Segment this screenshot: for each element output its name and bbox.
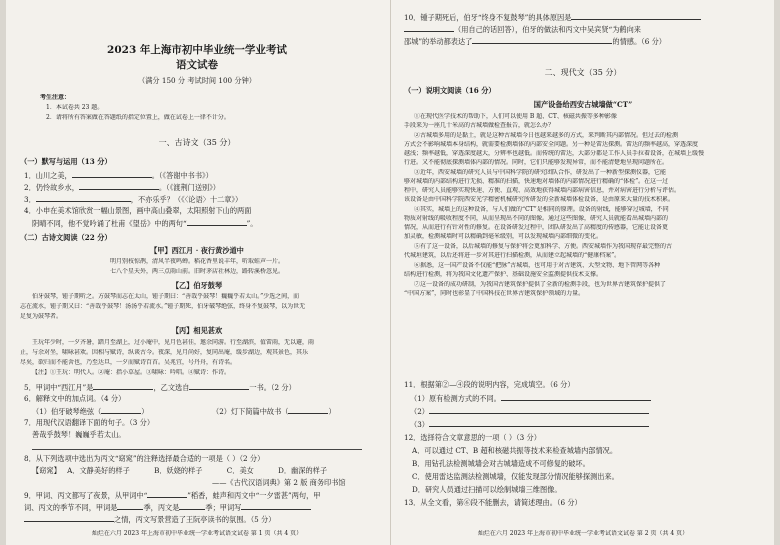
sec1-title: （一）默写与运用（13 分）: [20, 157, 112, 166]
q8-option-a: A．文静美好的样子: [67, 466, 130, 475]
sec2-title: （二）古诗文阅读（22 分）: [20, 233, 112, 242]
q8-option-d: D．幽深的样子: [278, 466, 328, 475]
bing-line: 止，与余对坐，啸咏甚欢。因相与赋诗，纵谈古今。夜深，见月尚好，复同出庵，缓步湖边，观其景色，其乐: [20, 349, 309, 356]
para: ⑥据悉，这一国产设备不仅能“把脉”古城墙，也可用于对古建筑、大型文物、地下管网等各种: [414, 262, 661, 269]
q4-line1: 4．小申在美术馆欣赏一幅山景图，画中高山叠翠，太阳照射下山的两面: [24, 206, 252, 215]
para: 程中，研究人员能够实现快速、方便、直观、高效地获得城墙内部病害信息，并对病害进行分析与评估。: [404, 187, 681, 194]
q9-line1: 9．甲词、丙文都写了夜景，从甲词中“ ”稻香，蛙声和丙文中“一夕雷甚”两句，甲: [24, 491, 321, 500]
q1: 1．山川之美， 。（《答谢中书书》）: [24, 171, 213, 180]
q8-option-c: C．美女: [226, 466, 254, 475]
q12-option-c: C．使用雷达监测法检测城墙，仅能发现部分情况能够探测出来。: [412, 472, 619, 481]
q10-line2: （用自己的话回答），伯牙的做法和丙文中吴宾贤“为鹤向来: [404, 24, 641, 34]
para: 行进。又不能彻底探测墙体内部的情况。同时，它们只能够发现异常，而不能清楚地呈现问题所在。: [404, 159, 669, 166]
para: 该设备是由中国科学院西安光学精密机械研究所研发的全新城墙体检设备，是由原来大量的技术积累。: [404, 196, 675, 203]
para: 手段来为一座几十米高的古城墙做检查报告，就怎么办？: [404, 122, 555, 129]
para: ④其实，城墙上的这种设备，与人们做的“CT”是相同的原理。设备的射线，能够穿过城墙，不同: [414, 206, 669, 213]
part1-title: 一、古诗文（35 分）: [158, 138, 236, 147]
q8-options: 【窈窕】 A．文静美好的样子 B．妖娆的样子 C．美女 D．幽深的样子: [32, 466, 328, 475]
jia-title: 【甲】西江月 · 夜行黄沙道中: [150, 246, 244, 255]
para: 够对城墙的内部结构进行无损、精准的扫描，快速地对墙体的内部情况进行精确的“体检”。在这一过: [404, 178, 669, 185]
q5: 5．甲词中“西江月”是 ，乙文选自 一书。（2 分）: [24, 383, 296, 392]
notice-item: 2．请将所有答案做在答题纸的指定位置上，做在试卷上一律不计分。: [46, 114, 230, 121]
para: 越浅；频率越低，穿透深度越大，分辨率也越低。而传统的雷达，大部分都是工作人员手拉着设备，在城墙上缓慢: [404, 150, 705, 157]
para: ①在现代医学技术的帮助下，人们可以使用 B 超、CT、核磁共振等多种影像: [414, 113, 617, 120]
q4-line2: 阴晴不同，他不觉吟诵了杜甫《望岳》中的两句“ ”。: [32, 219, 258, 228]
q10-line3: 邵城”的举动都表达了 的情感。（6 分）: [404, 37, 666, 46]
q6-1: （1）伯牙破琴绝弦（ ）: [32, 407, 149, 416]
sec-title: （一）说明文阅读（16 分）: [404, 86, 496, 95]
q9-line3: 之情，丙文写景营造了王阮亭读书的氛围。（5 分）: [24, 514, 275, 524]
notice-item: 1．本试卷共 23 题。: [46, 104, 104, 111]
q8: 8．从下列选项中选出为丙文“窈窕”的注释选择最合适的一项是（ ）（2 分）: [24, 454, 265, 463]
q2: 2．仍怜故乡水， 。（《渡荆门送别》）: [24, 183, 220, 192]
yi-title: 【乙】伯牙鼓琴: [171, 281, 223, 290]
bing-title: 【丙】相见甚欢: [171, 326, 223, 335]
q7: 7．用现代汉语翻译下面的句子。（3 分）: [24, 418, 155, 427]
yi-line: 伯牙鼓琴，锺子期听之。方鼓琴而志在太山，锺子期曰：“善哉乎鼓琴！巍巍乎若太山。”少选之间，而: [32, 293, 300, 300]
exam-subtitle: 语文试卷: [176, 59, 218, 71]
para: ⑦这一设备的成功研制，为我国古建筑保护提供了全新的检测手段，也为世界古建筑保护提供了: [414, 281, 667, 288]
yi-line: 足复为鼓琴者。: [20, 313, 63, 320]
yi-line: 志在流水，锺子期又曰：“善哉乎鼓琴！汤汤乎若流水。”锺子期死，伯牙破琴绝弦，终身不复鼓琴，以为世无: [20, 303, 306, 310]
q12-option-b: B．用钻孔法检测城墙会对古城墙造成不可修复的破坏。: [412, 459, 590, 468]
q12: 12．选择符合文章意思的一项（ ）（3 分）: [404, 433, 541, 442]
para: 结构进行检测，将为我国文化遗产保护、基础设施安全监测提供技术支撑。: [404, 271, 603, 278]
q11-2: （2）: [410, 406, 649, 416]
page-footer: 灿烂在六月 2023 年上海市初中毕业统一学业考试语文试卷 第 2 页（共 4 页）: [477, 530, 689, 537]
q3: 3． ，不亦乐乎？（《〈论语〉十二章》）: [24, 195, 243, 204]
page-2: [398, 0, 768, 545]
q7-sentence: 善哉乎鼓琴！巍巍乎若太山。: [32, 430, 126, 439]
para: 加灵敏，检测城墙时可以精确到毫米级别，可以发现城墙内部细微的变化。: [404, 233, 603, 240]
jia-line: 七八个星天外，两三点雨山前。旧时茅店社林边，路转溪桥忽见。: [109, 268, 284, 275]
para: 代城垣建筑，以后还将进一步对其进行扫描检测，从而建立起城墙的“健康档案”。: [404, 252, 621, 259]
q11-3: （3）: [410, 419, 649, 429]
q12-option-d: D．研究人员通过扫描可以绘制城墙三维图像。: [412, 485, 562, 494]
notice-heading: 考生注意：: [40, 94, 71, 101]
page-footer: 灿烂在六月 2023 年上海市初中毕业统一学业考试语文试卷 第 1 页（共 4 页）: [91, 530, 303, 537]
para: ③近年，西安城墙的研究人员与中国科学院的研究团队合作，研发出了一种新型探测仪器，它能: [414, 169, 667, 176]
answer-line: [32, 449, 362, 450]
para: 情况，从而进行有针对性的修复。在设备研发过程中，团队研发出了高精度的传感器，它能让设备更: [404, 224, 669, 231]
q6: 6．解释文中的加点词。（4 分）: [24, 394, 126, 403]
q11-1: （1）原有检测方式的不同。: [410, 393, 651, 403]
q6-2: （2）灯下简篇中故书（ ）: [212, 407, 336, 416]
q13: 13．从全文看，第⑥段不能删去，请简述理由。（6 分）: [404, 498, 582, 507]
para: 方式会不影响城墙本身结构，就需要检测墙体的内部安全问题。另一种是雷达探测。雷达的频率越高，穿透深度: [404, 141, 699, 148]
para: ②古城墙多用的是黏土，就是这种古城墙今日也越来越多的方式，来判断其内部情况。但过去的检测: [414, 132, 679, 139]
para: ⑤有了这一设备，以后城墙的修复与保护将会更加科学、方便。西安城墙作为我国现存最完整的古: [414, 243, 673, 250]
page-1: [12, 0, 382, 545]
q11: 11．根据第②—④段的说明内容，完成填空。（6 分）: [404, 380, 575, 389]
exam-meta: （满分 150 分 考试时间 100 分钟）: [138, 76, 256, 85]
q10-line1: 10．锺子期死后，伯牙“终身不复鼓琴”的具体原因是: [404, 12, 701, 22]
part2-title: 二、现代文（35 分）: [544, 68, 622, 77]
page-fold: [390, 0, 391, 545]
article-title: 国产设备给西安古城墙做“CT”: [533, 100, 633, 109]
exam-title: 2023 年上海市初中毕业统一学业考试: [107, 44, 287, 56]
bing-note: 【注】①王玩：明代人。②庵：指小草屋。③啸咏：吟唱。④赋诗：作诗。: [32, 369, 231, 376]
q12-option-a: A．可以通过 CT、B 超和核磁共振等技术来检查城墙内部情况。: [412, 446, 618, 455]
para: “中国方案”，同时也彰显了中国科技在世界古建筑保护领域的力量。: [404, 290, 585, 297]
exam-paper: [6, 0, 774, 545]
jia-line: 明月别枝惊鹊，清风半夜鸣蝉。稻花香里说丰年，听取蛙声一片。: [109, 258, 284, 265]
q9-line2: 词、丙文的季节不同，甲词是 季，丙文是 季；甲词写: [24, 502, 311, 512]
q8-source: ——《古代汉语词典》第 2 版 商务印书馆: [212, 478, 346, 487]
bing-line: 尽矣，欲归而不能舍也，乃至达旦，一夕而赋诗百首。吴兆宜，号丹舟，有诗名。: [20, 359, 237, 366]
bing-line: 王玩年少时，一夕齐暑，踏月至湖上，过小庵中，见月色甚佳，邀余同游。行至湖滨，值雷雨，无以避，雨: [32, 339, 315, 346]
q8-option-b: B．妖娆的样子: [154, 466, 203, 475]
para: 物质对射线的吸收程度不同，从而呈现出不同的图像。通过这些图像，研究人员就能看出城墙内部的: [404, 215, 669, 222]
